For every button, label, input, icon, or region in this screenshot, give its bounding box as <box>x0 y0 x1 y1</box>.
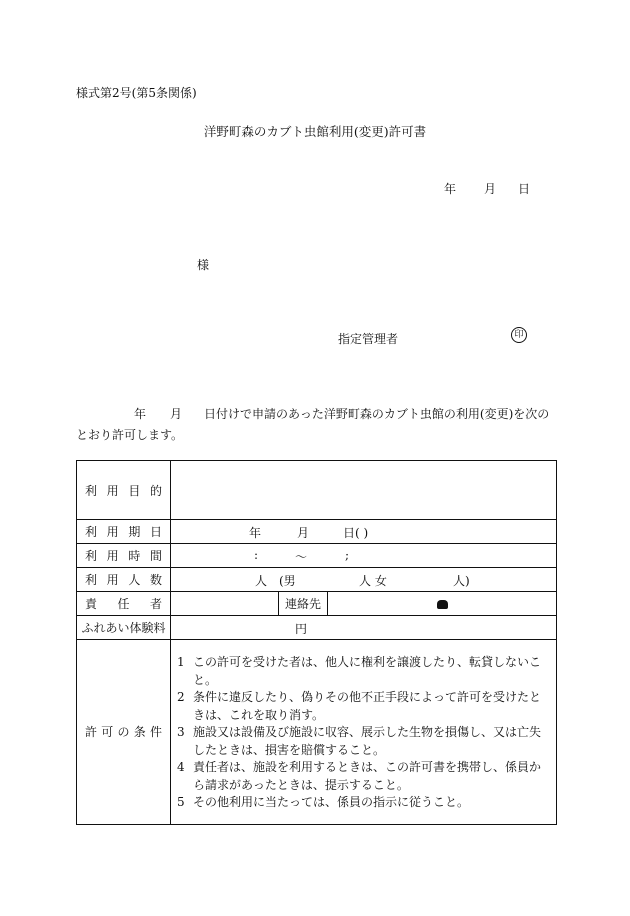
purpose-label-text-char: 利 <box>85 483 98 498</box>
time-label <box>77 544 171 568</box>
conditions-label-text-char: 件 <box>149 725 162 740</box>
condition-text: この許可を受けた者は、他人に権利を譲渡したり、転貸しないこと。 <box>193 655 542 687</box>
count-value[interactable] <box>171 568 557 592</box>
purpose-label <box>77 461 171 520</box>
period-label-text-char: 用 <box>106 525 119 539</box>
condition-text: 条件に違反したり、偽りその他不正手段によって許可を受けたときは、これを取り消す。 <box>193 690 542 722</box>
time-colon-end: ; <box>345 548 350 562</box>
statement-month: 月 <box>170 407 183 421</box>
count-label-text-char: 数 <box>149 573 162 587</box>
purpose-label-text <box>77 482 170 499</box>
purpose-label-text-char: 目 <box>128 483 141 498</box>
purpose-value[interactable] <box>171 461 557 520</box>
statement-year: 年 <box>134 407 147 421</box>
condition-number: 1 <box>177 655 185 669</box>
statement-text: 日付けで申請のあった洋野町森のカブト虫館の利用(変更)を次のとおり許可します。 <box>76 407 550 442</box>
issue-date <box>444 180 530 197</box>
permission-statement <box>76 404 556 446</box>
fee-value[interactable] <box>171 616 557 640</box>
count-label-text-char: 用 <box>106 573 119 587</box>
time-colon-start: : <box>254 548 259 562</box>
period-day: 日( ) <box>343 526 369 540</box>
count-label <box>77 568 171 592</box>
count-label-text <box>77 571 170 588</box>
condition-number: 3 <box>177 725 185 739</box>
condition-number: 2 <box>177 690 185 704</box>
count-label-text-char: 人 <box>128 573 141 587</box>
form-number: 様式第2号(第5条関係) <box>76 86 197 100</box>
date-year: 年 <box>444 182 457 196</box>
count-female: 人 女 <box>359 574 387 588</box>
condition-text: その他利用に当たっては、係員の指示に従うこと。 <box>193 795 470 809</box>
row-conditions <box>77 640 557 825</box>
manager-label-text <box>77 595 170 612</box>
time-label-text <box>77 547 170 564</box>
condition-text: 施設又は設備及び施設に収容、展示した生物を損傷し、又は亡失したときは、損害を賠償すること。 <box>193 725 542 757</box>
condition-item <box>177 654 552 689</box>
conditions-list <box>171 640 556 824</box>
condition-item <box>177 794 552 812</box>
contact-value[interactable] <box>328 592 557 616</box>
period-label <box>77 520 171 544</box>
date-month: 月 <box>484 182 497 196</box>
manager-label-text-char: 者 <box>149 597 162 611</box>
manager-label-text-char: 責 <box>85 597 98 611</box>
conditions-label <box>77 640 171 825</box>
period-year: 年 <box>249 526 262 540</box>
row-fee <box>77 616 557 640</box>
seal-icon: 印 <box>511 327 527 343</box>
row-manager <box>77 592 557 616</box>
date-day: 日 <box>518 182 531 196</box>
row-count <box>77 568 557 592</box>
conditions-label-text-char: 条 <box>133 725 146 740</box>
time-label-text-char: 間 <box>149 549 162 563</box>
purpose-label-text-char: 的 <box>149 483 162 498</box>
condition-item <box>177 689 552 724</box>
time-value[interactable] <box>171 544 557 568</box>
telephone-icon <box>437 600 448 609</box>
period-label-text-char: 日 <box>149 525 162 539</box>
time-label-text-char: 用 <box>106 549 119 563</box>
time-label-text-char: 利 <box>85 549 98 563</box>
manager-label <box>77 592 171 616</box>
period-label-text-char: 期 <box>128 525 141 539</box>
period-label-text-char: 利 <box>85 525 98 539</box>
period-value[interactable] <box>171 520 557 544</box>
conditions-label-text-char: の <box>117 725 130 740</box>
row-time <box>77 544 557 568</box>
conditions-label-text-char: 可 <box>101 725 114 740</box>
issuer-label: 指定管理者 <box>338 332 399 346</box>
condition-number: 4 <box>177 760 185 774</box>
manager-value[interactable] <box>171 592 279 616</box>
row-purpose <box>77 461 557 520</box>
conditions-label-text <box>77 723 170 740</box>
count-male: (男 <box>279 574 296 588</box>
condition-item <box>177 759 552 794</box>
time-label-text-char: 時 <box>128 549 141 563</box>
conditions-value <box>171 640 557 825</box>
count-people: 人 <box>255 574 268 588</box>
contact-label: 連絡先 <box>279 592 328 616</box>
count-close: 人) <box>453 574 470 588</box>
condition-item <box>177 724 552 759</box>
fee-label: ふれあい体験料 <box>77 616 171 640</box>
purpose-label-text-char: 用 <box>106 483 119 498</box>
time-tilde: 〜 <box>295 550 308 564</box>
conditions-label-text-char: 許 <box>85 725 98 740</box>
document-title: 洋野町森のカブト虫館利用(変更)許可書 <box>203 124 427 139</box>
manager-label-text-char: 任 <box>117 597 130 611</box>
period-label-text <box>77 523 170 540</box>
period-month: 月 <box>297 526 310 540</box>
count-label-text-char: 利 <box>85 573 98 587</box>
addressee-honorific: 様 <box>197 258 210 272</box>
permit-table <box>76 460 557 825</box>
row-period <box>77 520 557 544</box>
condition-number: 5 <box>177 795 185 809</box>
condition-text: 責任者は、施設を利用するときは、この許可書を携帯し、係員から請求があったときは、提示すること。 <box>193 760 542 792</box>
fee-unit: 円 <box>295 622 308 636</box>
